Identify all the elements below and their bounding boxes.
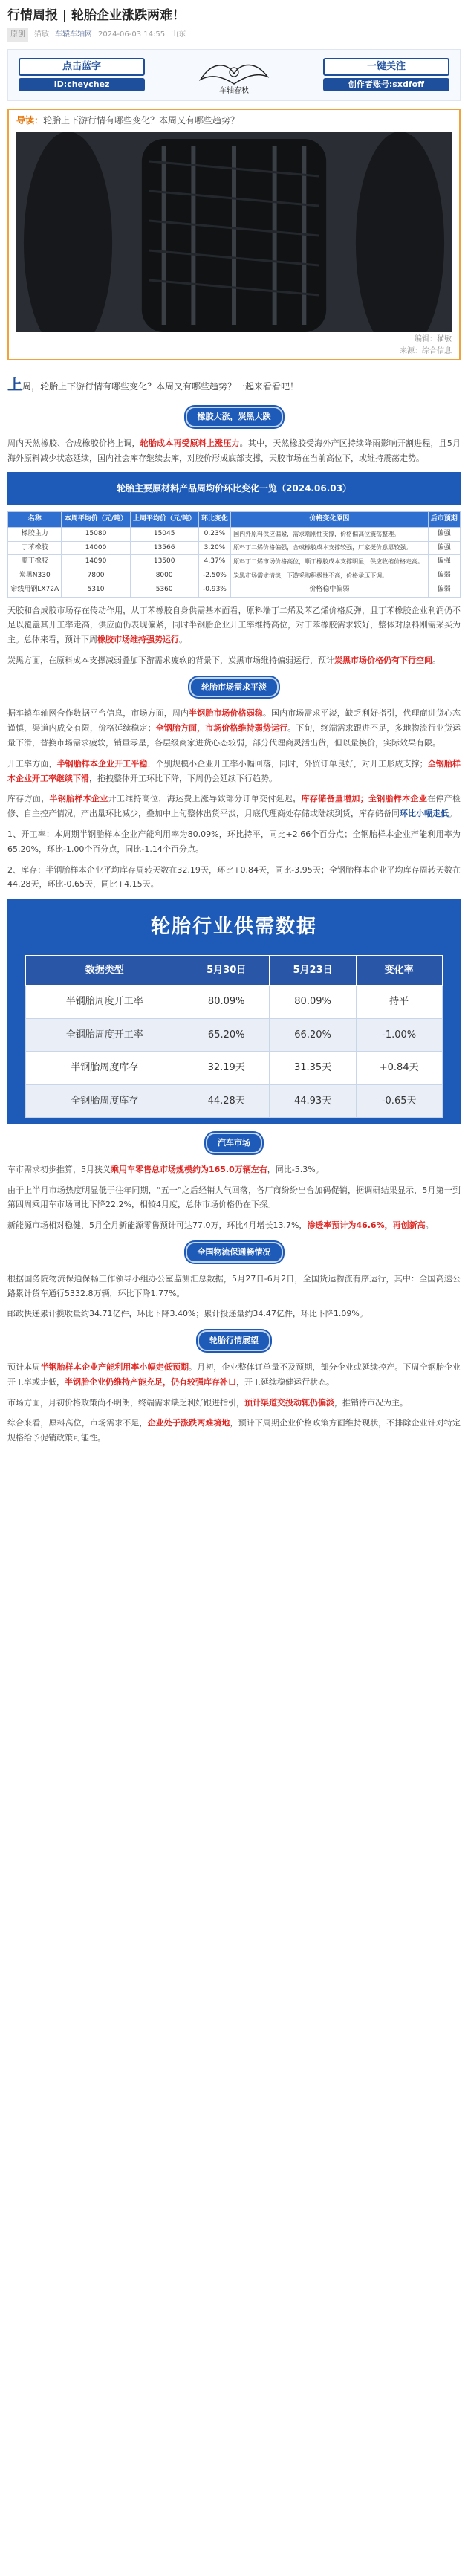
table1-caption: 轮胎主要原材料产品周均价环比变化一览（2024.06.03） — [7, 472, 461, 506]
text: 。 — [449, 809, 457, 819]
paragraph-conclusion — [7, 1416, 461, 1446]
tire-image-icon — [16, 132, 452, 332]
table-row — [8, 569, 461, 583]
cell: 炭黑N330 — [8, 569, 62, 583]
cell: -0.65天 — [356, 1084, 442, 1117]
text: 天胶和合成胶市场存在传动作用，从丁苯橡胶自身供需基本面看，原料端丁二烯及苯乙烯价格反弹，且丁苯橡胶企业利润仍不足以覆盖其开工率走高，供应面仍表现偏紧，同时半钢胎企业开工率维持高位，对丁苯橡胶需求较好，整体对原料刚需采买为主。总体来看，预计下周 — [7, 605, 461, 645]
text: 周内天然橡胶、合成橡胶价格上调， — [7, 438, 140, 449]
creator-account-label: 创作者账号:sxdfoff — [323, 78, 449, 91]
highlight: 乘用车零售总市场规模约为165.0万辆左右 — [111, 1164, 267, 1174]
paragraph-inventory — [7, 792, 461, 821]
table-row — [26, 1018, 442, 1051]
table-row — [26, 1052, 442, 1084]
cell: -0.93% — [198, 583, 230, 597]
table-row — [8, 541, 461, 555]
table-header: 5月23日 — [270, 956, 356, 986]
highlight: 轮胎成本再受原料上涨压力 — [140, 438, 240, 449]
intro-text — [9, 110, 459, 132]
cell: 持平 — [356, 986, 442, 1018]
text: 在停产检修、自主控产情况，产出量环比减少，叠加中上旬整体出货平淡，月底代理商处存储或陆续到货，库存储备同 — [7, 794, 461, 819]
section-label: 全国物流保通畅情况 — [186, 1242, 283, 1263]
paragraph-nev — [7, 1218, 461, 1233]
cell: 13566 — [130, 541, 198, 555]
text: 综合来看，原料高位，市场需求不足， — [7, 1418, 148, 1428]
paragraph-auto-market: 由于上半月市场热度明显低于往年同期，“五一”之后经销人气回落，各厂商纷纷出台加码促销，据调研结果显示，5月第一到第四周乘用车市场同比下降22.2%，相较4月度，总体市场价格仍在下探。 — [7, 1185, 461, 1210]
click-blue-text-label: 点击蓝字 — [19, 58, 145, 76]
cell: 5310 — [62, 583, 130, 597]
text: 开工率方面， — [7, 758, 57, 768]
text: 市场方面，月初价格政策尚不明朗，终端需求缺乏利好跟进指引， — [7, 1397, 244, 1408]
cell: 80.09% — [183, 986, 270, 1018]
lead-paragraph — [7, 371, 461, 398]
paragraph-auto-sales — [7, 1162, 461, 1177]
text: 。 — [425, 1220, 434, 1231]
cell: 66.20% — [270, 1018, 356, 1051]
cell: 半钢胎周度库存 — [26, 1052, 183, 1084]
table-row — [26, 1084, 442, 1117]
table-row — [8, 583, 461, 597]
caption-editor: 编辑：猫敏 — [415, 335, 452, 344]
highlight: 半钢胎样本企业产能利用率小幅走低预期 — [40, 1362, 189, 1372]
text: 。月初，企业整体订单量不及预期，部分企业或延续控产。下周全钢胎企业开工率或走低， — [7, 1362, 461, 1387]
table-header: 价格变化原因 — [231, 512, 428, 528]
cell: 44.93天 — [270, 1084, 356, 1117]
raw-material-price-table — [7, 511, 461, 597]
text: ，同比-5.3%。 — [267, 1164, 324, 1174]
one-click-follow-label: 一键关注 — [323, 58, 449, 76]
photo-caption — [9, 332, 459, 359]
cell: 3.20% — [198, 541, 230, 555]
table-row — [8, 528, 461, 542]
text: ，拖拽整体开工环比下降，下周仍会延续下行趋势。 — [89, 773, 277, 783]
cell: 14000 — [62, 541, 130, 555]
text: 新能源市场相对稳健，5月全月新能源零售预计可达77.0万，环比4月增长13.7%， — [7, 1220, 308, 1231]
cell: 15045 — [130, 528, 198, 542]
lead-text: 周，轮胎上下游行情有哪些变化？本周又有哪些趋势？一起来看看吧！ — [22, 381, 299, 392]
section-heading-outlook — [7, 1330, 461, 1351]
table-header: 环比变化 — [198, 512, 230, 528]
author-name: 猫敏 — [34, 30, 49, 39]
highlight: 全钢胎方面，市场价格维持弱势运行 — [155, 723, 288, 734]
cell: 14090 — [62, 555, 130, 569]
text: ，开工延续稳健运行状态。 — [236, 1376, 334, 1387]
paragraph-market — [7, 706, 461, 750]
cell: -2.50% — [198, 569, 230, 583]
brand-logo — [189, 53, 279, 97]
table-header: 变化率 — [356, 956, 442, 986]
table-row — [26, 986, 442, 1018]
highlight: 企业处于涨跌两难境地 — [147, 1418, 230, 1428]
highlight: 半钢胎企业仍维持产能充足，仍有较强库存补口 — [65, 1376, 236, 1387]
section-label: 橡胶大涨，炭黑大跌 — [186, 407, 283, 427]
cell: 15080 — [62, 528, 130, 542]
intro-question: 轮胎上下游行情有哪些变化？本周又有哪些趋势？ — [43, 114, 240, 126]
highlight: 环比小幅走低 — [400, 809, 449, 819]
table-header: 上周平均价（元/吨） — [130, 512, 198, 528]
cell: 丁苯橡胶 — [8, 541, 62, 555]
cell: 0.23% — [198, 528, 230, 542]
cell: 偏弱 — [428, 583, 460, 597]
cell: 7800 — [62, 569, 130, 583]
highlight: 库存储备量增加；全钢胎样本企业 — [301, 794, 428, 804]
text: 。国内市场需求平淡，缺乏利好指引，代理商进货心态谨慎，渠道内成交有限，价格延续稳定； — [7, 708, 461, 734]
dragon-logo-icon — [193, 54, 275, 96]
cell: 偏强 — [428, 528, 460, 542]
cell: 8000 — [130, 569, 198, 583]
cell: 顺丁橡胶 — [8, 555, 62, 569]
cell: 橡胶主力 — [8, 528, 62, 542]
cell: 炭黑市场需求清淡，下游采购积极性不高，价格承压下调。 — [231, 569, 428, 583]
text: 据车辕车轴网合作数据平台信息，市场方面，周内 — [7, 708, 189, 719]
text: 库存方面， — [7, 794, 50, 804]
cell: 偏强 — [428, 555, 460, 569]
cell: 帘线用钢LX72A — [8, 583, 62, 597]
cell: 半钢胎周度开工率 — [26, 986, 183, 1018]
cell: 80.09% — [270, 986, 356, 1018]
paragraph-postal: 邮政快递累计揽收量约34.71亿件，环比下降3.40%；累计投递量约34.47亿件，环比下降1.09%。 — [7, 1309, 368, 1319]
highlight: 半钢胎样本企业 — [49, 794, 108, 804]
lead-first-char: 上 — [7, 375, 22, 394]
section-label: 轮胎市场需求平淡 — [189, 677, 279, 698]
section-heading-logistics — [7, 1242, 461, 1263]
text: 炭黑方面，在原料成本支撑减弱叠加下游需求疲软的背景下，炭黑市场维持偏弱运行，预计 — [7, 655, 334, 665]
paragraph-outlook-capacity — [7, 1360, 461, 1390]
highlight: 预计渠道交投动辄仍偏淡 — [244, 1397, 334, 1408]
table-header: 名称 — [8, 512, 62, 528]
page-title: 行情周报 | 轮胎企业涨跌两难！ — [7, 8, 186, 23]
intro-box — [7, 109, 461, 361]
svg-text:车轴春秋: 车轴春秋 — [219, 86, 249, 95]
text: ，推销待市况为主。 — [334, 1397, 408, 1408]
paragraph-inventory-stats: 2、库存：半钢胎样本企业平均库存周转天数在32.19天，环比+0.84天，同比-3.95天；全钢胎样本企业平均库存周转天数在44.28天，环比-0.65天，同比+4.15天。 — [7, 864, 461, 890]
cell: 32.19天 — [183, 1052, 270, 1084]
supply-demand-table — [25, 955, 442, 1118]
tire-photo — [16, 132, 452, 332]
text: 车市需求初步推算，5月狭义 — [7, 1164, 111, 1174]
table-header: 后市预期 — [428, 512, 460, 528]
cell: 44.28天 — [183, 1084, 270, 1117]
paragraph-synthetic-rubber: 天胶和合成胶市场存在传动作用，从丁苯橡胶自身供需基本面看，原料端丁二烯及苯乙烯价格反弹，且丁苯橡胶企业利润仍不足以覆盖其开工率走高，供应面仍表现偏紧，同时半钢胎企业开工率维持高位，对丁苯橡胶需求较好，整体对原料刚需采买为主。总体来看，预计下周橡胶市场维持强势运行。 — [7, 605, 461, 645]
paragraph-operating-stats: 1、开工率：本周期半钢胎样本企业产能利用率为80.09%，环比持平，同比+2.66个百分点；全钢胎样本企业产能利用率为65.20%，环比-1.00个百分点，同比-1.14个百分点。 — [7, 829, 461, 854]
publish-datetime: 2024-06-03 14:55 — [98, 30, 166, 39]
cell: 5360 — [130, 583, 198, 597]
section-label: 轮胎行情展望 — [198, 1330, 270, 1351]
cell: 原料丁二烯市场价格高位，顺丁橡胶成本支撑明显，供应收缩价格走高。 — [231, 555, 428, 569]
original-tag: 原创 — [7, 28, 28, 42]
text: 开工维持高位，海运费上涨导致部分订单交付延迟， — [108, 794, 302, 804]
follow-banner[interactable] — [7, 49, 461, 101]
section-heading-tire-market — [7, 677, 461, 698]
text: 。下旬，终端需求跟进不足，多地物流行业货运量下滑，替换市场需求疲软，销量零星，各层级商家进货心态较弱，部分代理商灵活出货，但以量换价，实际效果有限。 — [7, 723, 461, 748]
supply-demand-caption: 轮胎行业供需数据 — [150, 916, 317, 939]
table-row — [8, 555, 461, 569]
publish-location: 山东 — [171, 30, 186, 39]
table-header: 数据类型 — [26, 956, 183, 986]
table-header: 5月30日 — [183, 956, 270, 986]
highlight: 渗透率预计为46.6%，再创新高 — [307, 1220, 426, 1231]
paragraph-logistics: 根据国务院物流保通保畅工作领导小组办公室监测汇总数据，5月27日-6月2日，全国货运物流有序运行，其中：全国高速公路累计货车通行5332.8万辆，环比下降1.77%。 — [7, 1273, 461, 1298]
cell: 价格稳中偏弱 — [231, 583, 428, 597]
highlight: 全钢胎样本企业开工率继续下滑 — [7, 758, 461, 783]
paragraph-rubber — [7, 436, 461, 466]
account-link[interactable]: 车辕车轴网 — [55, 30, 92, 39]
table-header: 本周平均价（元/吨） — [62, 512, 130, 528]
cell: 全钢胎周度库存 — [26, 1084, 183, 1117]
section-heading-auto-market — [7, 1133, 461, 1153]
account-id-label: ID:cheychez — [19, 78, 145, 91]
cell: 国内外原料供应偏紧，需求端刚性支撑，价格偏高位震荡整理。 — [231, 528, 428, 542]
supply-demand-table-block — [7, 899, 461, 1124]
paragraph-outlook-market — [7, 1396, 461, 1411]
cell: 13500 — [130, 555, 198, 569]
paragraph-operating-rate — [7, 757, 461, 786]
text: 预计本周 — [7, 1362, 41, 1372]
paragraph-carbon-black: 炭黑方面，在原料成本支撑减弱叠加下游需求疲软的背景下，炭黑市场维持偏弱运行，预计炭黑市场价格仍有下行空间。 — [7, 655, 441, 665]
section-heading-rubber — [7, 407, 461, 427]
highlight: 橡胶市场维持强势运行 — [97, 635, 179, 645]
cell: -1.00% — [356, 1018, 442, 1051]
text: 。其中，天然橡胶受海外产区持续降雨影响开割进程，且5月海外原料减少状态延续，国内社会库存继续去库，对胶价形成底部支撑，天胶市场在当前高位下，或维持震荡走势。 — [7, 438, 461, 463]
text: ，个别规模小企业开工率小幅回落，同时，外贸订单良好，对开工形成支撑； — [147, 758, 428, 768]
highlight: 炭黑市场价格仍有下行空间 — [334, 655, 432, 665]
text: ，预计下周期企业价格政策方面维持现状，不排除企业针对特定规格给予促销政策可能性。 — [7, 1418, 461, 1443]
cell: 偏强 — [428, 541, 460, 555]
highlight: 半钢胎样本企业开工平稳 — [56, 758, 148, 768]
cell: 偏弱 — [428, 569, 460, 583]
caption-source: 来源：综合信息 — [400, 347, 452, 356]
intro-label: 导读： — [16, 114, 44, 126]
cell: 原料丁二烯价格偏强，合成橡胶成本支撑较强，厂家挺价意愿较强。 — [231, 541, 428, 555]
cell: 65.20% — [183, 1018, 270, 1051]
highlight: 半钢胎市场价格弱稳 — [189, 708, 263, 719]
cell: +0.84天 — [356, 1052, 442, 1084]
cell: 全钢胎周度开工率 — [26, 1018, 183, 1051]
cell: 31.35天 — [270, 1052, 356, 1084]
follow-right[interactable] — [323, 58, 449, 91]
article-meta — [7, 28, 461, 42]
section-label: 汽车市场 — [206, 1133, 262, 1153]
follow-left[interactable] — [19, 58, 145, 91]
cell: 4.37% — [198, 555, 230, 569]
